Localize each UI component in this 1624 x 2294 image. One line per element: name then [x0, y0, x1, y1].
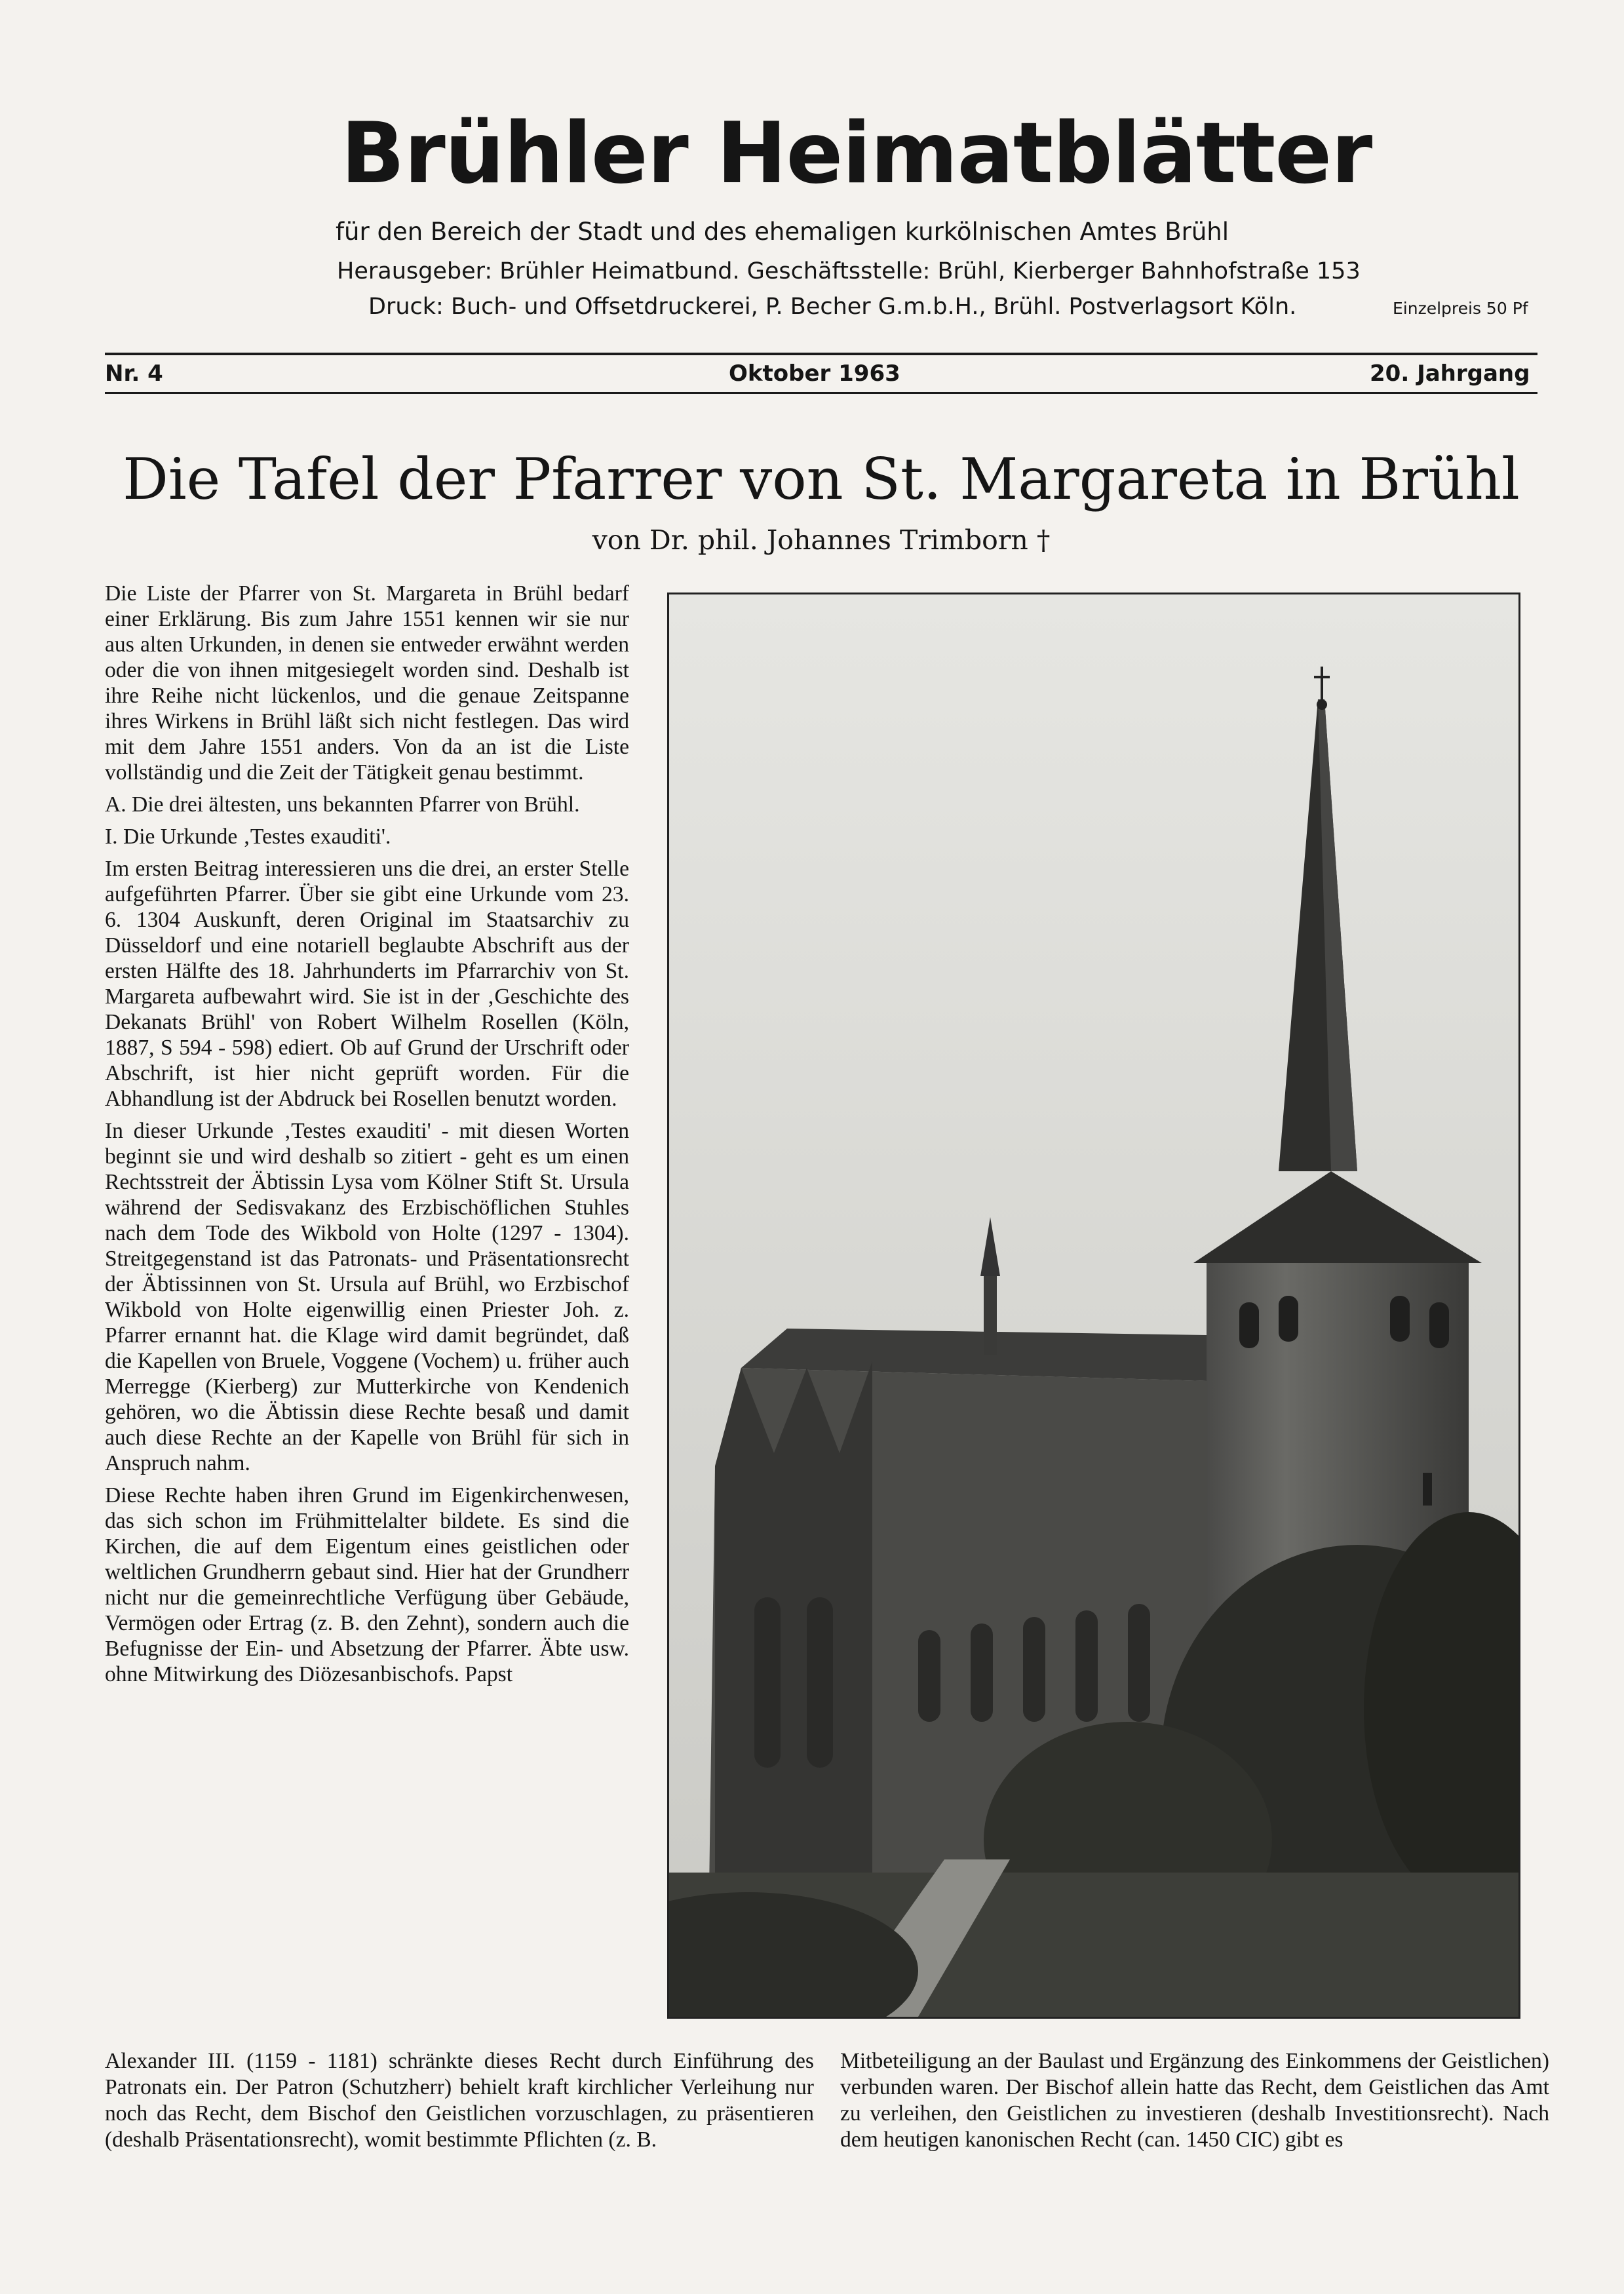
article-headline: Die Tafel der Pfarrer von St. Margareta in Brühl	[123, 446, 1520, 513]
masthead-subtitle: für den Bereich der Stadt und des ehemaligen kurkölnischen Amtes Brühl	[336, 218, 1229, 246]
issue-volume: 20. Jahrgang	[1370, 360, 1530, 387]
top-rule	[105, 353, 1537, 355]
masthead-printer: Druck: Buch- und Offsetdruckerei, P. Becher G.m.b.H., Brühl. Postverlagsort Köln.	[368, 294, 1297, 320]
paragraph: Die Liste der Pfarrer von St. Margareta in Brühl bedarf einer Erklärung. Bis zum Jahre 1551 kennen wir sie nur aus alten Urkunden, in denen sie entweder erwähnt werden oder die von ihnen mitgesiegelt worden sind. Deshalb ist ihre Reihe nicht lückenlos, und die genaue Zeitspanne ihres Wirkens in Brühl läßt sich nicht festlegen. Das wird mit dem Jahre 1551 anders. Von da an ist die Liste vollständig und die Zeit der Tätigkeit genau bestimmt.	[105, 581, 629, 785]
article-bottom-left: Alexander III. (1159 - 1181) schränkte dieses Recht durch Einführung des Patronats ein. Der Patron (Schutzherr) behielt kraft kirchlicher Verleihung nur noch das Recht, dem Bischof den Geistlichen vorzuschlagen, zu präsentieren (deshalb Präsentationsrecht), womit bestimmte Pflichten (z. B.	[105, 2049, 814, 2152]
bottom-rule	[105, 392, 1537, 394]
subsection-heading: I. Die Urkunde ‚Testes exauditi'.	[105, 825, 391, 849]
paragraph: In dieser Urkunde ‚Testes exauditi' - mit diesen Worten beginnt sie und wird deshalb so zitiert - geht es um einen Rechtsstreit der Äbtissin Lysa vom Kölner Stift St. Ursula während der Sedisvakanz des Erzbischöflichen Stuhles nach dem Tode des Wikbold von Holte (1297 - 1304). Streitgegenstand ist das Patronats- und Präsentationsrecht der Äbtissinnen von St. Ursula auf Brühl, wo Erzbischof Wikbold von Holte eigenwillig einen Priester Joh. z. Pfarrer ernannt hat. die Klage wird damit begründet, daß die Kapellen von Bruele, Voggene (Vochem) u. früher auch Merregge (Kierberg) zur Mutterkirche von Kendenich gehören, wo die Äbtissin diese Rechte besaß und damit auch diese Rechte an der Kapelle von Brühl für sich in Anspruch nahm.	[105, 1119, 629, 1475]
newspaper-title: Brühler Heimatblätter	[341, 105, 1372, 203]
church-illustration	[669, 594, 1518, 2017]
section-heading: A. Die drei ältesten, uns bekannten Pfarrer von Brühl.	[105, 792, 580, 817]
paragraph: Im ersten Beitrag interessieren uns die drei, an erster Stelle aufgeführten Pfarrer. Über sie gibt eine Urkunde vom 23. 6. 1304 Auskunft, deren Original im Staatsarchiv zu Düsseldorf und eine notariell beglaubte Abschrift aus der ersten Hälfte des 18. Jahrhunderts im Pfarrarchiv von St. Margareta aufbewahrt wird. Sie ist in der ‚Geschichte des Dekanats Brühl' von Robert Wilhelm Rosellen (Köln, 1887, S 594 - 598) ediert. Ob auf Grund der Urschrift oder Abschrift, ist hier nicht geprüft worden. Für die Abhandlung ist der Abdruck bei Rosellen benutzt worden.	[105, 857, 629, 1111]
paragraph: Diese Rechte haben ihren Grund im Eigenkirchenwesen, das sich schon im Frühmittelalter bildete. Es sind die Kirchen, die auf dem Eigentum eines geistlichen oder weltlichen Grundherrn gebaut sind. Hier hat der Grundherr nicht nur die gemeinrechtliche Verfügung über Gebäude, Vermögen oder Ertrag (z. B. den Zehnt), sondern auch die Befugnisse der Ein- und Absetzung der Pfarrer. Äbte usw. ohne Mitwirkung des Diözesanbischofs. Papst	[105, 1483, 629, 1686]
article-bottom-right: Mitbeteiligung an der Baulast und Ergänzung des Einkommens der Geistlichen) verbunden waren. Der Bischof allein hatte das Recht, dem Geistlichen das Amt zu verleihen, den Geistlichen zu investieren (deshalb Investitionsrecht). Nach dem heutigen kanonischen Recht (can. 1450 CIC) gibt es	[840, 2049, 1549, 2152]
article-left-column	[105, 581, 629, 1694]
issue-number: Nr. 4	[105, 360, 163, 387]
church-photo	[667, 593, 1520, 2019]
masthead-publisher: Herausgeber: Brühler Heimatbund. Geschäftsstelle: Brühl, Kierberger Bahnhofstraße 153	[337, 258, 1361, 284]
article-byline: von Dr. phil. Johannes Trimborn †	[592, 524, 1051, 556]
issue-date: Oktober 1963	[729, 360, 900, 387]
single-price: Einzelpreis 50 Pf	[1393, 299, 1528, 318]
